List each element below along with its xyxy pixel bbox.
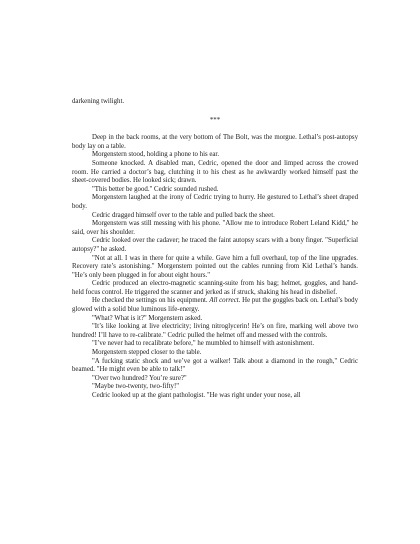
page-body [72,98,358,401]
paragraph: Someone knocked. A disabled man, Cedric, opened the door and limped across the crowed room. He carried a doctor’s bag, clutching it to his chest as he awkwardly worked himself past the sheet-covered bodies. He looked sick; drawn. [72,159,358,185]
paragraph: Morgenstern stood, holding a phone to his ear. [92,151,220,159]
paragraph: Cedric produced an electro-magnetic scanning-suite from his bag; helmet, goggles, and hand-held focus control. He triggered the scanner and jerked as if struck, shaking his head in disbelief. [72,280,358,296]
paragraph: "I’ve never had to recalibrate before," he mumbled to himself with astonishment. [92,340,315,348]
paragraph: Cedric looked over the cadaver; he traced the faint autopsy scars with a bony finger. "Superficial autopsy?" he asked. [72,237,358,253]
paragraph: "It’s like looking at live electricity; living nitroglycerin! He’s on fire, marking well above two hundred! I’ll have to re-calibrate." Cedric pulled the helmet off and messed with the controls. [72,323,358,339]
paragraph: Morgenstern stepped closer to the table. [92,349,202,357]
paragraph: "Not at all. I was in there for quite a while. Gave him a full overhaul, top of the line upgrades. Recovery rate’s astonishing." Morgenstern pointed out the cables running from Kid Lethal’s hands. "He’s only been plugged in for about eight hours." [72,254,358,279]
paragraph: Cedric dragged himself over to the table and pulled back the sheet. [92,211,275,219]
paragraph: Deep in the back rooms, at the very bottom of The Bolt, was the morgue. Lethal’s post-autopsy body lay on a table. [72,134,358,150]
paragraph-text: He checked the settings on his equipment. [92,297,208,305]
paragraph [72,297,358,314]
paragraph: "Over two hundred? You’re sure?" [92,374,187,382]
paragraph: "Maybe two-twenty, two-fifty!" [92,383,180,391]
paragraph: "What? What is it?" Morgenstern asked. [92,314,203,322]
paragraph: "A fucking static shock and we’ve got a walker! Talk about a diamond in the rough," Cedric beamed. "He might even be able to talk!" [72,357,358,374]
paragraph: Cedric looked up at the giant pathologist. "He was right under your nose, all [92,392,301,399]
scene-separator: *** [209,116,221,124]
paragraph: Morgenstern was still messing with his phone. "Allow me to introduce Robert Leland Kidd," he said, over his shoulder. [72,220,358,236]
opening-line: darkening twilight. [72,98,125,105]
italic-phrase: All correct. [209,297,241,305]
paragraph: "This better be good." Cedric sounded rushed. [92,185,219,193]
paragraph-text: He put the goggles back on. Lethal’s body glowed with a solid blue luminous life-energy. [72,297,359,314]
paragraph: Morgenstern laughed at the irony of Cedric trying to hurry. He gestured to Lethal’s sheet draped body. [72,194,358,210]
